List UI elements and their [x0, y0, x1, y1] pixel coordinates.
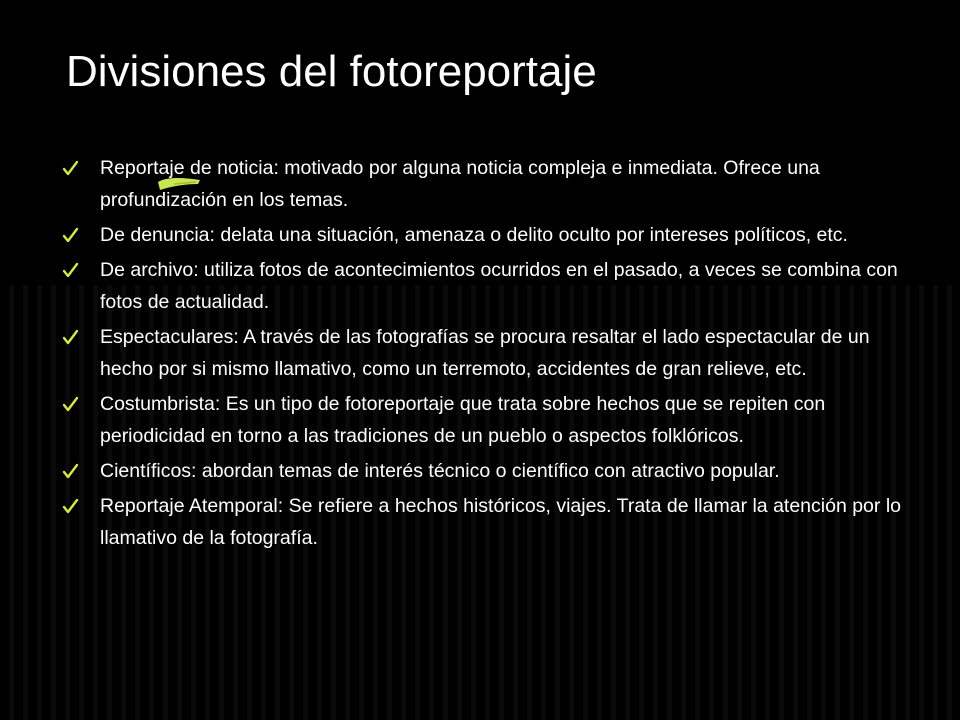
- slide-title: Divisiones del fotoreportaje: [66, 47, 597, 96]
- check-icon: [62, 329, 79, 346]
- check-icon: [62, 262, 79, 279]
- list-item: [62, 254, 912, 318]
- list-item: [62, 219, 912, 251]
- check-icon: [62, 227, 79, 244]
- bullet-text: De denuncia: delata una situación, amenaza o delito oculto por intereses políticos, etc.: [100, 224, 848, 246]
- bullet-text: De archivo: utiliza fotos de acontecimientos ocurridos en el pasado, a veces se combina con fotos de actualidad.: [100, 259, 898, 313]
- bullet-text: Reportaje Atemporal: Se refiere a hechos históricos, viajes. Trata de llamar la atención por lo llamativo de la fotografía.: [100, 495, 901, 549]
- check-icon: [62, 160, 79, 177]
- list-item: [62, 490, 912, 554]
- bullet-text: Reportaje de noticia: motivado por alguna noticia compleja e inmediata. Ofrece una profundización en los temas.: [100, 157, 820, 211]
- list-item: [62, 152, 912, 216]
- bullet-list: [62, 152, 912, 557]
- list-item: [62, 455, 912, 487]
- bullet-text: Espectaculares: A través de las fotografías se procura resaltar el lado espectacular de un hecho por si mismo llamativo, como un terremoto, accidentes de gran relieve, etc.: [100, 326, 870, 380]
- check-icon: [62, 463, 79, 480]
- bullet-text: Costumbrista: Es un tipo de fotoreportaje que trata sobre hechos que se repiten con periodicidad en torno a las tradiciones de un pueblo o aspectos folklóricos.: [100, 393, 826, 447]
- bullet-text: Científicos: abordan temas de interés técnico o científico con atractivo popular.: [100, 460, 780, 482]
- list-item: [62, 388, 912, 452]
- check-icon: [62, 498, 79, 515]
- check-icon: [62, 396, 79, 413]
- list-item: [62, 321, 912, 385]
